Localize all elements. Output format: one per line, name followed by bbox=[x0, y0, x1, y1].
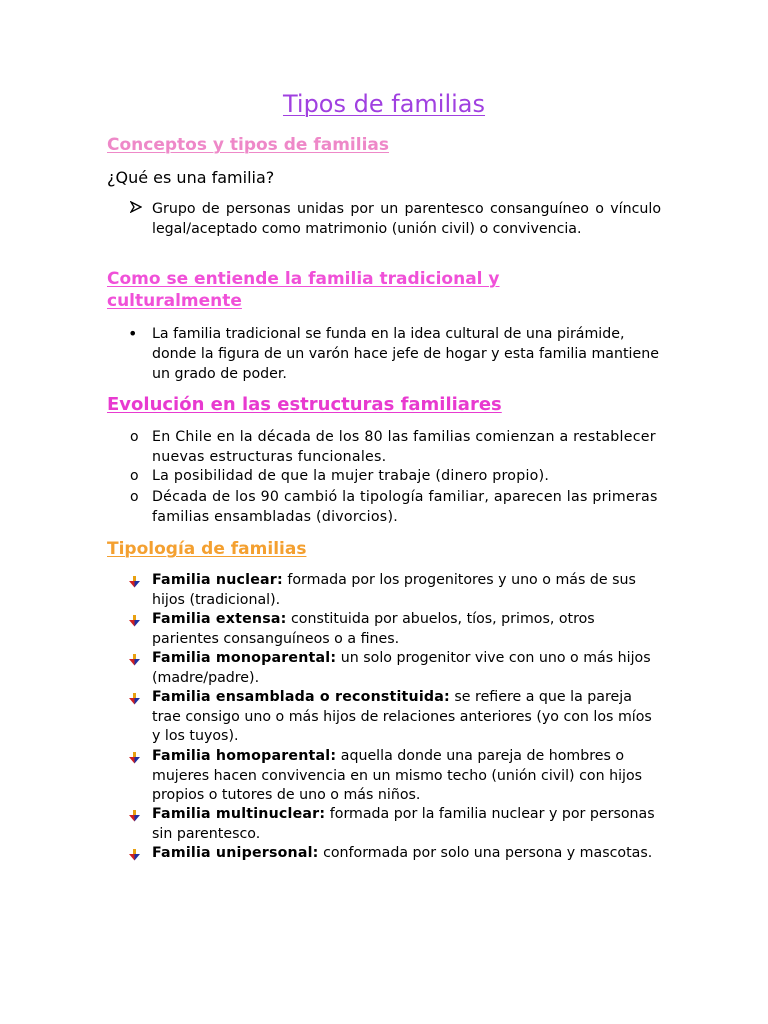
term-label: Familia monoparental: bbox=[152, 650, 337, 666]
multicolor-arrow-bullet-icon bbox=[128, 808, 141, 821]
hollow-circle-bullet-icon: o bbox=[130, 468, 139, 484]
multicolor-arrow-bullet-icon bbox=[128, 613, 141, 626]
list-item bbox=[152, 805, 662, 844]
page-title: Tipos de familias bbox=[282, 90, 486, 118]
list-item bbox=[152, 688, 662, 747]
hollow-circle-bullet-icon: o bbox=[130, 489, 139, 505]
round-bullet-icon: • bbox=[128, 324, 138, 343]
term-label: Familia nuclear: bbox=[152, 572, 283, 588]
multicolor-arrow-bullet-icon bbox=[128, 652, 141, 665]
multicolor-arrow-bullet-icon bbox=[128, 574, 141, 587]
list-item: Grupo de personas unidas por un parentesco consanguíneo o vínculo legal/aceptado como matrimonio (unión civil) o convivencia. bbox=[152, 201, 661, 237]
term-label: Familia extensa: bbox=[152, 611, 287, 627]
multicolor-arrow-bullet-icon bbox=[128, 750, 141, 763]
term-description: un solo progenitor vive con uno o más hijos (madre/padre). bbox=[152, 650, 651, 686]
hollow-circle-bullet-icon: o bbox=[130, 429, 139, 445]
list-item bbox=[152, 610, 662, 649]
term-description: constituida por abuelos, tíos, primos, otros parientes consanguíneos o a fines. bbox=[152, 611, 595, 647]
list-item: La familia tradicional se funda en la idea cultural de una pirámide, donde la figura de un varón hace jefe de hogar y esta familia mantiene un grado de poder. bbox=[152, 326, 659, 382]
term-description: formada por los progenitores y uno o más de sus hijos (tradicional). bbox=[152, 572, 636, 608]
term-label: Familia multinuclear: bbox=[152, 806, 326, 822]
section-heading-tipologia: Tipología de familias bbox=[107, 539, 307, 559]
term-description: conformada por solo una persona y mascotas. bbox=[318, 845, 653, 861]
section-heading-evolucion: Evolución en las estructuras familiares bbox=[107, 394, 502, 415]
section-heading-tradicional: Como se entiende la familia tradicional y culturalmente bbox=[107, 269, 500, 311]
list-item: La posibilidad de que la mujer trabaje (dinero propio). bbox=[152, 468, 550, 484]
term-description: formada por la familia nuclear y por personas sin parentesco. bbox=[152, 806, 655, 842]
term-description: se refiere a que la pareja trae consigo uno o más hijos de relaciones anteriores (yo con los míos y los tuyos). bbox=[152, 689, 652, 744]
question-text: ¿Qué es una familia? bbox=[107, 168, 275, 187]
list-item bbox=[152, 571, 662, 610]
list-item: Década de los 90 cambió la tipología familiar, aparecen las primeras familias ensambladas (divorcios). bbox=[152, 489, 658, 525]
list-item bbox=[152, 649, 662, 688]
term-label: Familia homoparental: bbox=[152, 748, 337, 764]
list-item: En Chile en la década de los 80 las familias comienzan a restablecer nuevas estructuras funcionales. bbox=[152, 429, 656, 465]
term-label: Familia unipersonal: bbox=[152, 845, 319, 861]
list-item bbox=[152, 747, 662, 806]
term-description: aquella donde una pareja de hombres o mujeres hacen convivencia en un mismo techo (unión civil) con hijos propios o tutores de uno o más niños. bbox=[152, 748, 643, 803]
multicolor-arrow-bullet-icon bbox=[128, 691, 141, 704]
list-item bbox=[152, 844, 662, 864]
section-heading-conceptos: Conceptos y tipos de familias bbox=[107, 135, 389, 155]
arrowhead-bullet-icon bbox=[130, 199, 142, 219]
multicolor-arrow-bullet-icon bbox=[128, 847, 141, 860]
term-label: Familia ensamblada o reconstituida: bbox=[152, 689, 450, 705]
